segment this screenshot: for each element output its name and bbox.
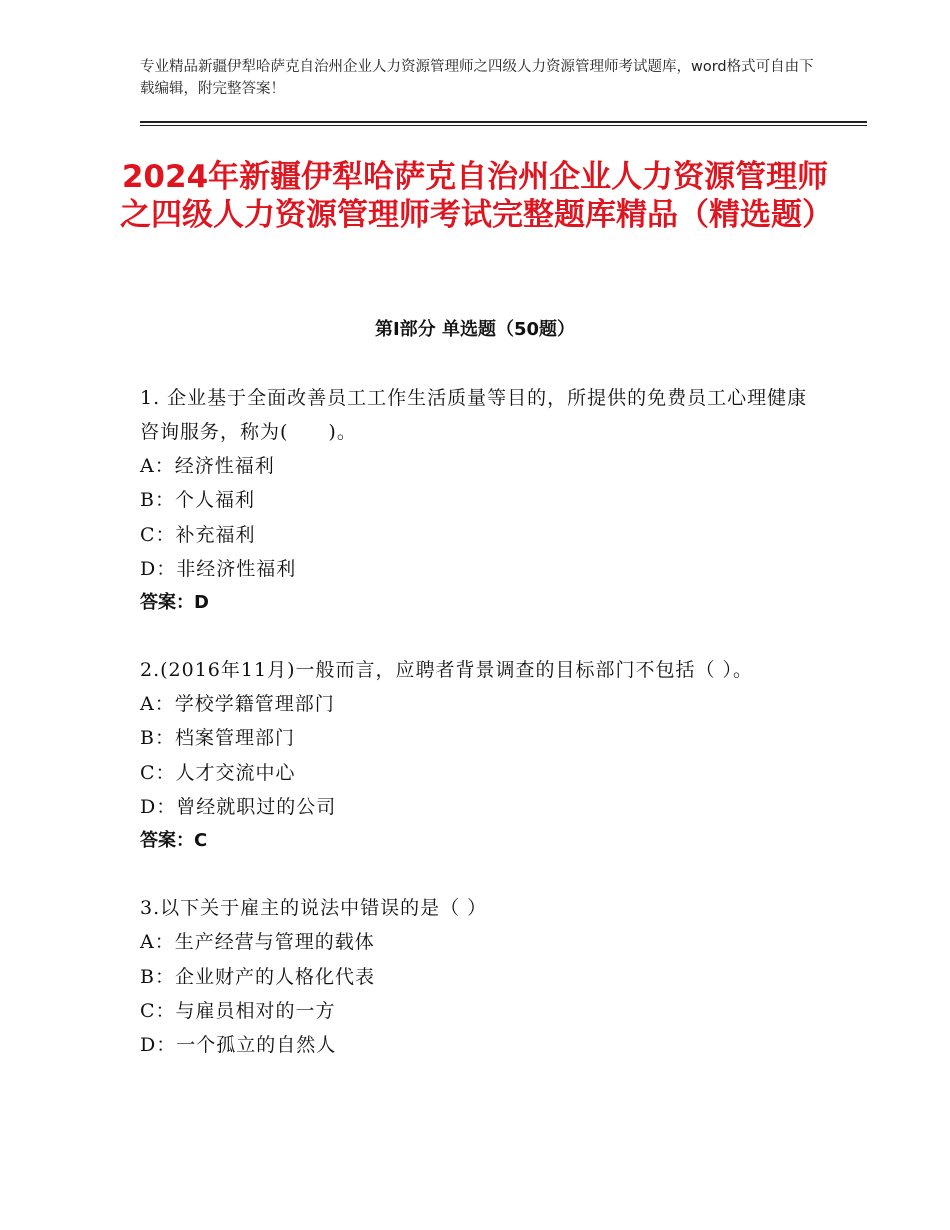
option-b: B：个人福利 [140, 489, 255, 512]
option-c: C：人才交流中心 [140, 761, 296, 784]
question-1 [140, 381, 810, 620]
answer: 答案：D [140, 592, 209, 614]
question-3 [140, 891, 810, 1062]
question-stem: 2.(2016年11月)一般而言，应聘者背景调查的目标部门不包括（ ）。 [140, 659, 754, 682]
question-list [140, 381, 810, 1096]
option-d: D：曾经就职过的公司 [140, 796, 337, 819]
header-divider-thick [140, 121, 867, 123]
header-note: 专业精品新疆伊犁哈萨克自治州企业人力资源管理师之四级人力资源管理师考试题库，word格式可自由下载编辑，附完整答案！ [140, 59, 814, 97]
option-d: D：一个孤立的自然人 [140, 1034, 337, 1057]
question-stem: 1. 企业基于全面改善员工工作生活质量等目的，所提供的免费员工心理健康咨询服务，称为( )。 [140, 387, 808, 443]
option-c: C：补充福利 [140, 523, 256, 546]
question-stem: 3.以下关于雇主的说法中错误的是（ ） [140, 897, 488, 920]
option-a: A：生产经营与管理的载体 [140, 931, 375, 954]
option-a: A：经济性福利 [140, 455, 275, 477]
option-b: B：企业财产的人格化代表 [140, 965, 375, 988]
option-c: C：与雇员相对的一方 [140, 999, 336, 1022]
document-title: 2024年新疆伊犁哈萨克自治州企业人力资源管理师之四级人力资源管理师考试完整题库精品（精选题） [120, 159, 833, 233]
question-2 [140, 653, 810, 858]
option-b: B：档案管理部门 [140, 727, 295, 750]
section-title: 第Ⅰ部分 单选题（50题） [374, 319, 575, 340]
option-a: A：学校学籍管理部门 [140, 693, 335, 716]
answer: 答案：C [140, 830, 208, 852]
option-d: D：非经济性福利 [140, 557, 297, 580]
header-divider-thin [140, 125, 867, 126]
